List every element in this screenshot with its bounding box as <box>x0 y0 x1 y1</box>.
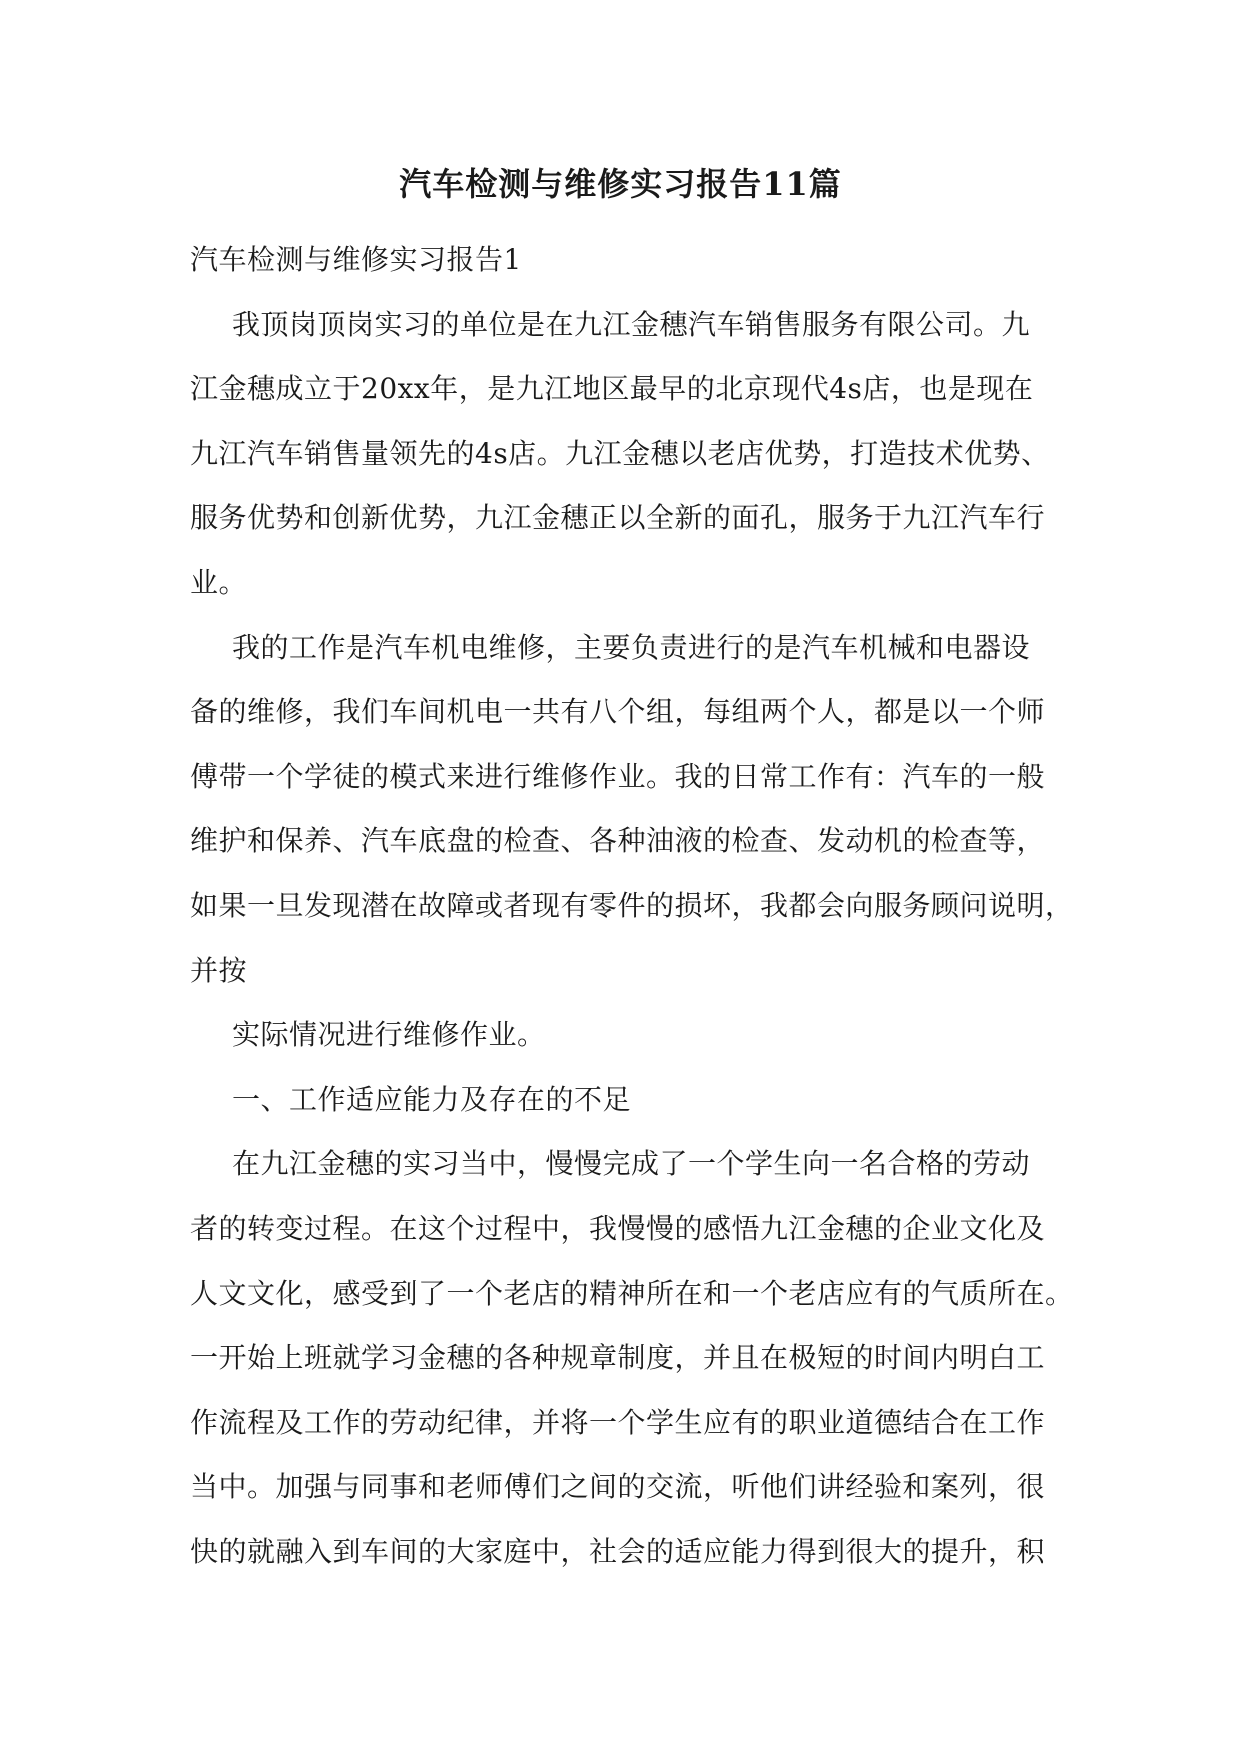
paragraph-line: 并按 <box>190 953 248 987</box>
section-heading: 汽车检测与维修实习报告1 <box>190 243 522 276</box>
paragraph-line: 我顶岗顶岗实习的单位是在九江金穗汽车销售服务有限公司。九 <box>232 307 1031 341</box>
paragraph-line: 业。 <box>190 565 248 599</box>
paragraph-line: 我的工作是汽车机电维修，主要负责进行的是汽车机械和电器设 <box>232 630 1031 664</box>
paragraph-line: 维护和保养、汽车底盘的检查、各种油液的检查、发动机的检查等， <box>190 824 1046 858</box>
document-body <box>190 228 1090 1584</box>
paragraph-line: 备的维修，我们车间机电一共有八个组，每组两个人，都是以一个师 <box>190 695 1046 729</box>
paragraph-line: 傅带一个学徒的模式来进行维修作业。我的日常工作有：汽车的一般 <box>190 759 1046 793</box>
paragraph-line: 快的就融入到车间的大家庭中，社会的适应能力得到很大的提升，积 <box>190 1534 1046 1568</box>
document-title: 汽车检测与维修实习报告11篇 <box>399 165 842 203</box>
paragraph-line: 作流程及工作的劳动纪律，并将一个学生应有的职业道德结合在工作 <box>190 1405 1046 1439</box>
subsection-heading: 一、工作适应能力及存在的不足 <box>232 1082 632 1116</box>
paragraph-line: 一开始上班就学习金穗的各种规章制度，并且在极短的时间内明白工 <box>190 1341 1046 1375</box>
paragraph-line: 在九江金穗的实习当中，慢慢完成了一个学生向一名合格的劳动 <box>232 1147 1031 1181</box>
paragraph-line: 九江汽车销售量领先的4s店。九江金穗以老店优势，打造技术优势、 <box>190 436 1050 470</box>
paragraph-line: 如果一旦发现潜在故障或者现有零件的损坏，我都会向服务顾问说明， <box>190 888 1074 922</box>
paragraph-line: 人文文化，感受到了一个老店的精神所在和一个老店应有的气质所在。 <box>190 1276 1074 1310</box>
paragraph-line: 当中。加强与同事和老师傅们之间的交流，听他们讲经验和案列，很 <box>190 1470 1046 1504</box>
paragraph-line: 江金穗成立于20xx年，是九江地区最早的北京现代4s店，也是现在 <box>190 372 1034 406</box>
paragraph-line: 者的转变过程。在这个过程中，我慢慢的感悟九江金穗的企业文化及 <box>190 1211 1046 1245</box>
paragraph-line: 实际情况进行维修作业。 <box>232 1018 546 1052</box>
paragraph-line: 服务优势和创新优势，九江金穗正以全新的面孔，服务于九江汽车行 <box>190 501 1046 535</box>
